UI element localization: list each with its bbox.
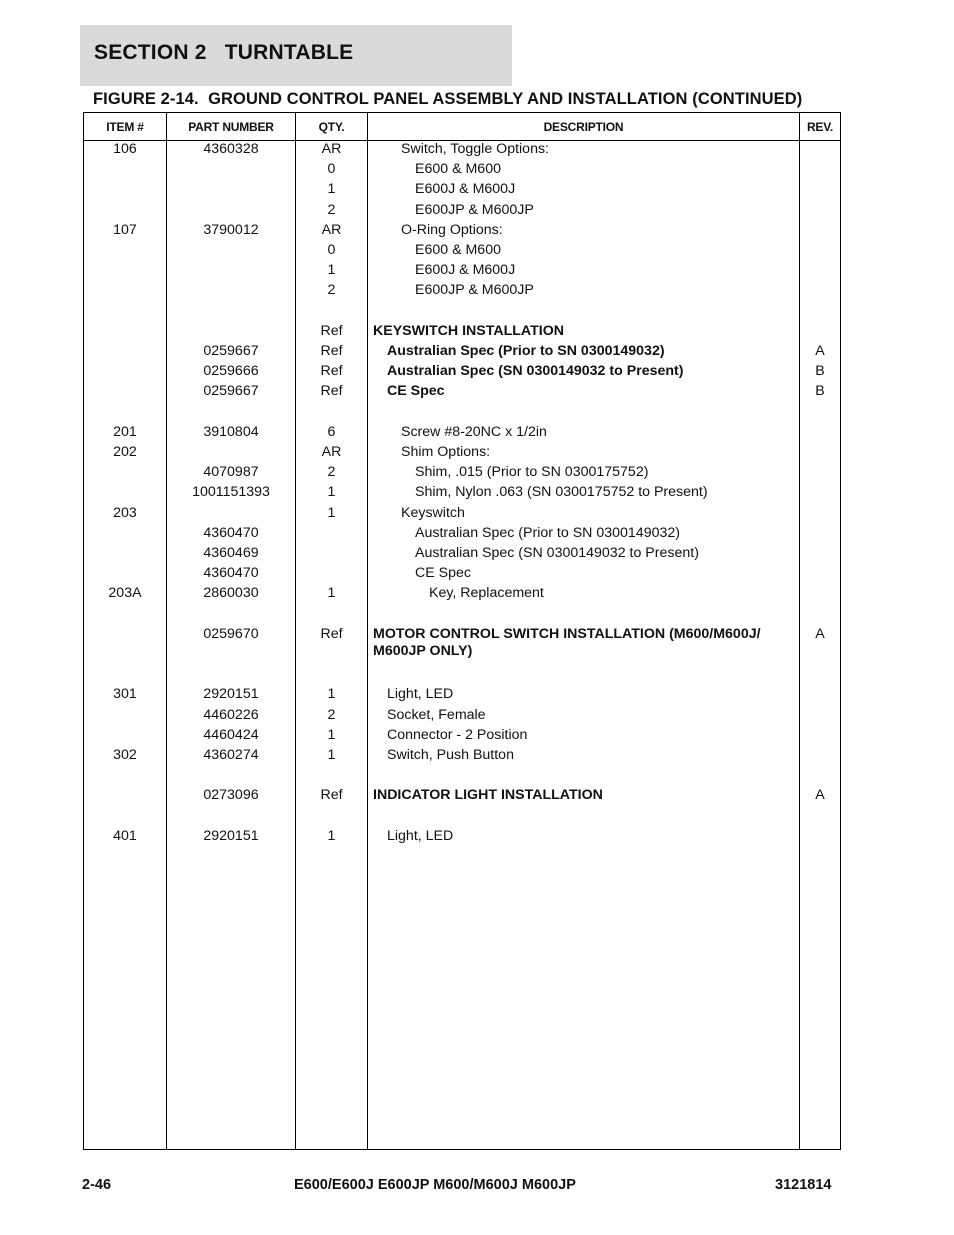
description-cell: Keyswitch: [401, 504, 465, 521]
part-number-cell: 4360328: [203, 141, 259, 157]
qty-cell: 2: [327, 201, 336, 218]
table-row: [84, 625, 840, 659]
description-cell: Australian Spec (SN 0300149032 to Present): [387, 363, 684, 380]
part-number-cell: 2920151: [203, 827, 259, 844]
description-cell: Switch, Toggle Options:: [401, 141, 549, 157]
part-number-cell: 4360469: [203, 545, 259, 561]
table-row: [84, 505, 840, 525]
table-row: [84, 444, 840, 464]
qty-cell: 6: [327, 423, 336, 440]
description-cell: E600JP & M600JP: [415, 201, 534, 218]
header-qty: QTY.: [296, 113, 367, 141]
part-number-cell: 0259667: [203, 383, 259, 400]
item-number-cell: 201: [113, 423, 137, 440]
parts-table: [83, 112, 841, 1150]
description-cell: E600J & M600J: [415, 181, 516, 198]
item-number-cell: 302: [113, 747, 137, 763]
part-number-cell: 3910804: [203, 423, 259, 440]
qty-cell: 1: [327, 686, 336, 703]
part-number-cell: 4460226: [203, 706, 259, 723]
table-row: [84, 828, 840, 848]
table-row: [84, 161, 840, 181]
rev-cell: A: [815, 343, 825, 359]
description-cell: E600J & M600J: [415, 262, 516, 279]
part-number-cell: 4360274: [203, 747, 259, 763]
qty-cell: Ref: [320, 343, 343, 359]
rev-cell: B: [815, 383, 825, 400]
item-number-cell: 106: [113, 141, 137, 157]
header-description: DESCRIPTION: [368, 113, 799, 141]
part-number-cell: 3790012: [203, 221, 259, 238]
table-row: [84, 141, 840, 161]
table-row: [84, 363, 840, 383]
description-cell: O-Ring Options:: [401, 221, 503, 238]
qty-cell: Ref: [320, 383, 343, 400]
table-row: [84, 343, 840, 363]
qty-cell: 2: [327, 706, 336, 723]
description-cell: Light, LED: [387, 686, 454, 703]
description-cell: CE Spec: [415, 565, 471, 582]
description-cell: Australian Spec (SN 0300149032 to Present): [415, 545, 699, 561]
table-row: [84, 585, 840, 605]
part-number-cell: 2860030: [203, 585, 259, 602]
table-row: [84, 222, 840, 242]
description-cell: INDICATOR LIGHT INSTALLATION: [373, 787, 603, 804]
table-row: [84, 686, 840, 706]
qty-cell: 1: [327, 262, 336, 279]
item-number-cell: 107: [113, 221, 137, 238]
description-cell: E600 & M600: [415, 242, 501, 258]
description-cell: MOTOR CONTROL SWITCH INSTALLATION (M600/M600J/: [373, 625, 761, 642]
table-row: [84, 282, 840, 302]
item-number-cell: 202: [113, 444, 137, 460]
item-number-cell: 401: [113, 827, 137, 844]
description-cell: KEYSWITCH INSTALLATION: [373, 322, 564, 339]
table-row: [84, 262, 840, 282]
description-cell-continued: M600JP ONLY): [373, 642, 473, 659]
description-cell: Light, LED: [387, 827, 454, 844]
part-number-cell: 0259666: [203, 363, 259, 380]
qty-cell: 2: [327, 282, 336, 299]
part-number-cell: 4360470: [203, 524, 259, 541]
part-number-cell: 1001151393: [192, 484, 270, 501]
part-number-cell: 4460424: [203, 726, 259, 743]
qty-cell: AR: [321, 221, 342, 238]
qty-cell: 1: [327, 585, 336, 602]
description-cell: Shim Options:: [401, 444, 491, 460]
qty-cell: Ref: [320, 787, 343, 804]
model-list: E600/E600J E600JP M600/M600J M600JP: [294, 1177, 576, 1193]
qty-cell: 1: [327, 726, 336, 743]
table-row: [84, 747, 840, 767]
header-part-number: PART NUMBER: [167, 113, 295, 141]
description-cell: Screw #8-20NC x 1/2in: [401, 423, 547, 440]
table-row: [84, 242, 840, 262]
section-banner: [80, 25, 512, 86]
table-row: [84, 565, 840, 585]
description-cell: CE Spec: [387, 383, 445, 400]
qty-cell: 1: [327, 484, 336, 501]
part-number-cell: 4070987: [203, 464, 259, 481]
section-title: SECTION 2 TURNTABLE: [94, 41, 354, 64]
qty-cell: 1: [327, 181, 336, 198]
description-cell: E600 & M600: [415, 161, 501, 178]
description-cell: Key, Replacement: [429, 585, 544, 602]
description-cell: Australian Spec (Prior to SN 0300149032): [387, 343, 665, 359]
item-number-cell: 203: [113, 504, 137, 521]
qty-cell: 0: [327, 242, 336, 258]
description-cell: Shim, Nylon .063 (SN 0300175752 to Present): [415, 484, 708, 501]
description-cell: Shim, .015 (Prior to SN 0300175752): [415, 464, 649, 481]
qty-cell: 0: [327, 161, 336, 178]
item-number-cell: 301: [113, 686, 137, 703]
table-row: [84, 424, 840, 444]
description-cell: Connector - 2 Position: [387, 726, 528, 743]
part-number-cell: 0273096: [203, 787, 259, 804]
table-row: [84, 323, 840, 343]
table-row: [84, 464, 840, 484]
table-row: [84, 202, 840, 222]
qty-cell: AR: [321, 141, 342, 157]
table-row: [84, 383, 840, 403]
item-number-cell: 203A: [108, 585, 142, 602]
description-cell: Switch, Push Button: [387, 747, 514, 763]
table-row: [84, 787, 840, 807]
part-number-cell: 4360470: [203, 565, 259, 582]
part-number-cell: 0259670: [203, 625, 259, 642]
header-rev: REV.: [800, 113, 840, 141]
qty-cell: Ref: [320, 363, 343, 380]
rev-cell: A: [815, 787, 825, 804]
qty-cell: 1: [327, 504, 336, 521]
qty-cell: AR: [321, 444, 342, 460]
part-number-cell: 2920151: [203, 686, 259, 703]
table-row: [84, 707, 840, 727]
rev-cell: B: [815, 363, 825, 380]
qty-cell: 2: [327, 464, 336, 481]
part-number-cell: 0259667: [203, 343, 259, 359]
table-row: [84, 525, 840, 545]
table-row: [84, 484, 840, 504]
header-item: ITEM #: [84, 113, 166, 141]
description-cell: E600JP & M600JP: [415, 282, 534, 299]
qty-cell: Ref: [320, 322, 343, 339]
qty-cell: 1: [327, 827, 336, 844]
description-cell: Australian Spec (Prior to SN 0300149032): [415, 524, 680, 541]
table-row: [84, 181, 840, 201]
figure-title: FIGURE 2-14. GROUND CONTROL PANEL ASSEMBLY AND INSTALLATION (CONTINUED): [93, 90, 803, 108]
qty-cell: Ref: [320, 625, 343, 642]
table-row: [84, 727, 840, 747]
rev-cell: A: [815, 625, 825, 642]
document-number: 3121814: [775, 1177, 832, 1193]
page-number: 2-46: [82, 1177, 112, 1193]
qty-cell: 1: [327, 747, 336, 763]
table-row: [84, 545, 840, 565]
description-cell: Socket, Female: [387, 706, 486, 723]
